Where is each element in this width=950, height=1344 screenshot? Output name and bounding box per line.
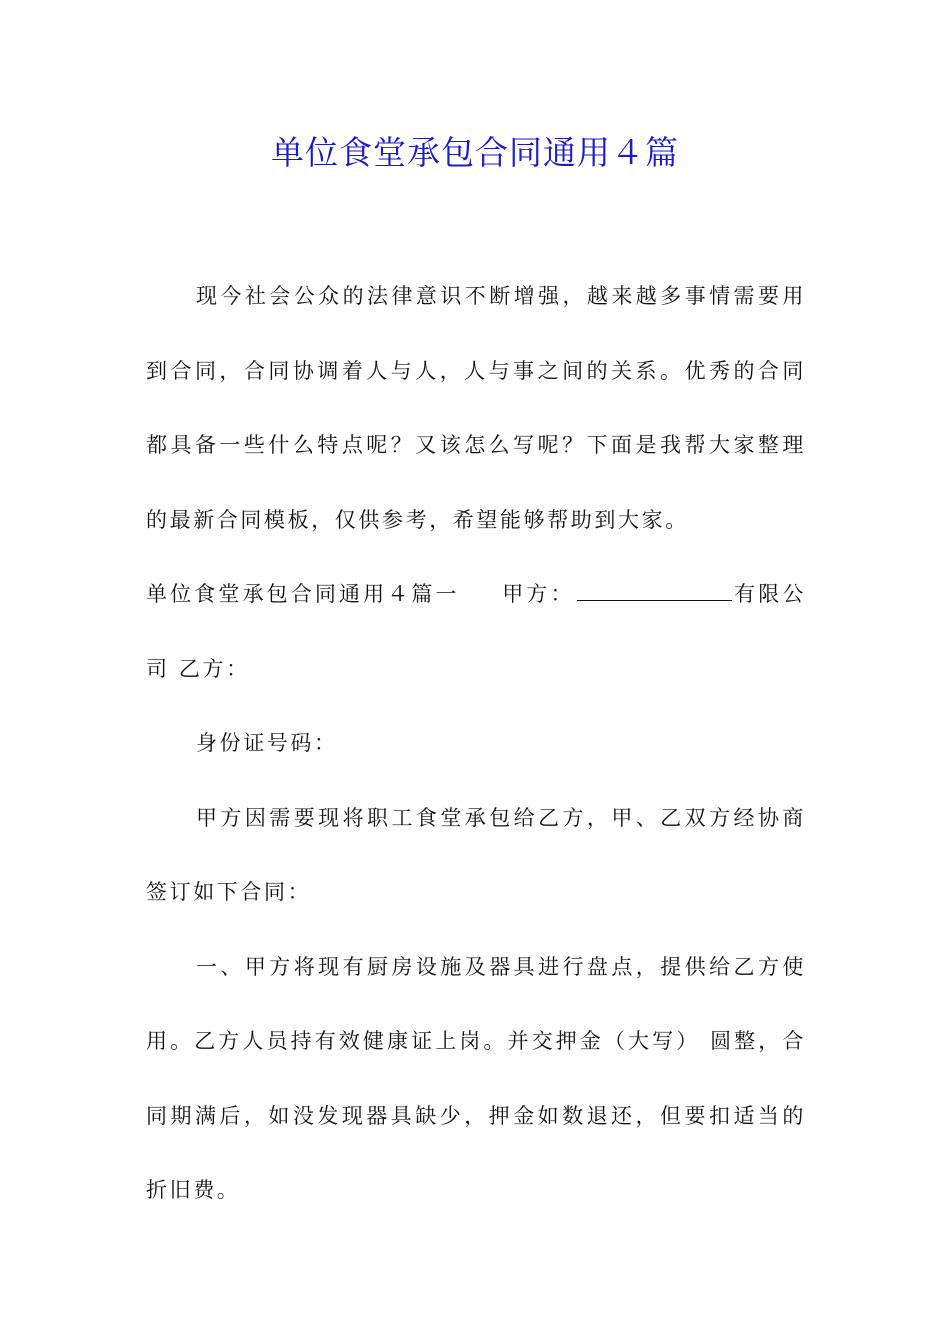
party-a-label: 甲方：	[501, 582, 575, 606]
document-body	[146, 259, 806, 1228]
clause-intro-paragraph: 甲方因需要现将职工食堂承包给乙方，甲、乙双方经协商签订如下合同：	[146, 805, 806, 904]
id-number-line: 身份证号码：	[196, 731, 338, 755]
section-heading: 单位食堂承包合同通用４篇一	[146, 582, 460, 606]
clause-1-paragraph: 一、甲方将现有厨房设施及器具进行盘点，提供给乙方使用。乙方人员持有效健康证上岗。并交押金（大写） 圆整，合同期满后，如没发现器具缺少，押金如数退还，但要扣适当的折旧费。	[146, 954, 806, 1202]
section-paragraph	[146, 557, 806, 706]
party-a-blank-line	[577, 578, 732, 601]
intro-paragraph: 现今社会公众的法律意识不断增强，越来越多事情需要用到合同，合同协调着人与人，人与事之间的关系。优秀的合同都具备一些什么特点呢？又该怎么写呢？下面是我帮大家整理的最新合同模板，仅供参考，希望能够帮助到大家。	[146, 284, 806, 532]
party-a-suffix: 有限公司	[146, 582, 806, 681]
document-title: 单位食堂承包合同通用４篇	[271, 133, 679, 172]
party-b-label: 乙方：	[178, 656, 250, 681]
